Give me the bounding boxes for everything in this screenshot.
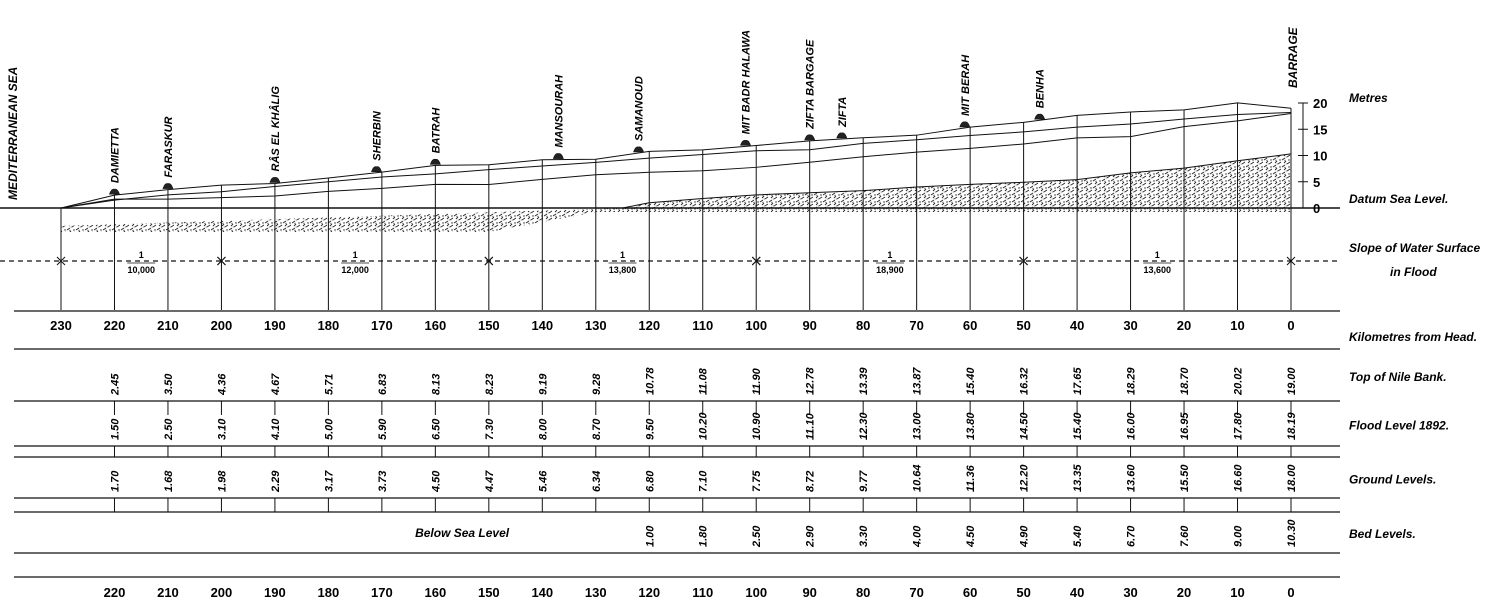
km-value: 200 [210,318,233,333]
slope-numerator: 1 [887,250,893,260]
row-value: 6.83 [376,373,389,395]
slope-numerator: 1 [138,250,144,260]
row-value: 13.00 [911,412,924,440]
bottom-km-value: 170 [371,585,393,600]
km-value: 90 [802,318,817,333]
slope-denominator: 12,000 [341,265,369,275]
bottom-km-value: 60 [962,585,978,600]
slope-numerator: 1 [352,250,358,260]
row-value: 19.00 [1286,367,1298,395]
slope-denominator: 18,900 [876,265,904,275]
bottom-km-value: 30 [1123,585,1138,600]
row-value: 4.67 [269,373,282,395]
km-row-label: Kilometres from Head. [1349,330,1478,344]
row-value: 6.34 [590,470,603,492]
row-value: 4.10 [269,418,282,440]
km-value: 50 [1016,318,1031,333]
km-value: 120 [638,318,661,333]
row-value: 16.95 [1179,412,1192,440]
row-value: 11.90 [751,368,764,395]
place-label: ZIFTA BARGAGE [804,39,817,129]
row-value: 10.90 [751,412,764,440]
metres-tick-label: 0 [1313,201,1321,216]
km-value: 150 [477,318,500,333]
town-mark-icon [837,133,847,138]
km-value: 140 [531,318,554,333]
town-mark-icon [960,122,970,127]
bottom-km-value: 140 [531,585,554,600]
row-value: 2.45 [109,373,122,395]
row-value: 5.71 [323,373,336,395]
place-label: BENHA [1034,69,1047,109]
slope-label-line2: in Flood [1390,265,1437,279]
town-mark-icon [163,183,173,188]
slope-numerator: 1 [1154,250,1160,260]
metres-tick-label: 10 [1313,148,1328,164]
bed-value: 4.50 [965,525,978,547]
bottom-km-value: 210 [157,585,179,600]
row-value: 10.20 [697,412,710,440]
row-value: 11.10 [804,413,817,440]
row-value: 7.75 [751,470,764,492]
bed-value: 2.90 [804,525,817,547]
km-value: 230 [50,318,72,333]
metres-tick-label: 15 [1313,122,1328,138]
row-value: 9.28 [590,373,603,395]
side-labels [1349,192,1480,279]
place-label: MIT BERAH [959,54,972,116]
row-value: 4.47 [483,470,496,492]
bottom-km-value: 180 [317,585,340,600]
slope-section [0,250,1340,275]
row-value: 5.00 [323,418,336,440]
row-value: 3.50 [162,373,175,395]
row-value: 7.30 [483,418,496,440]
sea-label: MEDITERRANEAN SEA [6,66,20,200]
row-value: 13.87 [911,367,924,395]
row-value: 5.46 [537,470,550,492]
km-value: 70 [909,318,924,333]
town-mark-icon [634,147,644,152]
town-mark-icon [430,159,440,164]
row-value: 11.08 [697,368,710,395]
km-value: 220 [103,318,126,333]
metres-unit-label: Metres [1349,91,1388,105]
row-value: 4.50 [430,470,443,492]
bottom-km-value: 130 [584,585,607,600]
row-value: 16.60 [1232,464,1245,492]
datum-label: Datum Sea Level. [1349,192,1449,206]
town-mark-icon [270,177,280,182]
row-value: 3.17 [323,470,336,492]
row-value: 8.70 [590,418,603,440]
row-value: 3.10 [216,418,229,440]
row-value: 18.29 [1125,367,1138,395]
row-value: 18.19 [1286,412,1298,440]
below-sea-level-note: Below Sea Level [415,526,510,540]
row-value: 15.40 [1072,412,1085,440]
bottom-km-value: 160 [424,585,447,600]
place-label: SAMANOUD [633,76,646,141]
row-value: 1.70 [109,470,122,492]
bed-row-label: Bed Levels. [1349,527,1416,541]
place-label: FARASKUR [162,116,175,178]
barrage-label: BARRAGE [1286,27,1300,88]
bed-value: 5.40 [1072,525,1085,547]
row-value: 13.39 [858,367,871,395]
km-value: 170 [371,318,393,333]
km-value: 180 [317,318,340,333]
km-value: 80 [855,318,871,333]
bottom-km-value: 200 [210,585,233,600]
row-value: 2.50 [162,418,175,440]
place-label: ZIFTA [836,96,849,127]
row-value: 7.10 [697,470,710,492]
row-value: 9.77 [858,470,871,492]
row-value: 20.02 [1232,367,1245,395]
riverbed-hatch [61,154,1291,232]
bed-value: 3.30 [858,525,871,547]
row-value: 17.65 [1072,367,1085,395]
row-value: 15.50 [1179,464,1192,492]
row-value: 1.50 [109,418,122,440]
levels-table [14,311,1477,600]
bed-value: 7.60 [1179,525,1192,547]
bed-value: 1.80 [697,525,710,547]
row-label: Top of Nile Bank. [1349,370,1447,384]
row-value: 9.50 [644,418,657,440]
metres-tick-label: 20 [1313,96,1328,111]
bottom-km-value: 20 [1176,585,1192,600]
row-value: 13.60 [1125,464,1138,492]
row-value: 18.00 [1286,464,1298,492]
row-value: 8.72 [804,470,817,492]
km-value: 130 [584,318,607,333]
bottom-km-value: 50 [1016,585,1031,600]
row-value: 2.29 [269,470,282,492]
town-mark-icon [372,167,382,172]
bottom-km-value: 10 [1230,585,1245,600]
bottom-km-value: 90 [802,585,817,600]
place-label: SHERBIN [371,111,384,161]
row-label: Ground Levels. [1349,472,1437,487]
bottom-km-value: 80 [855,585,871,600]
row-value: 8.00 [537,418,550,440]
bed-value: 4.00 [911,525,924,547]
town-mark-icon [109,189,119,194]
row-value: 17.80 [1232,412,1245,440]
bottom-km-value: 150 [477,585,500,600]
bed-value: 6.70 [1125,525,1138,547]
place-label: RÂS EL KHÂLIG [269,86,282,172]
row-value: 1.98 [216,470,229,492]
bed-value: 10.30 [1286,519,1298,547]
riverbed-hatch-area [61,154,1291,232]
row-value: 12.30 [858,412,871,440]
km-value: 210 [157,318,179,333]
place-label: MIT BADR HALAWA [740,29,753,135]
row-value: 11.36 [965,465,978,492]
km-value: 60 [962,318,978,333]
town-mark-icon [553,153,563,158]
km-value: 160 [424,318,447,333]
row-value: 5.90 [376,418,389,440]
row-value: 10.78 [644,367,657,395]
place-label: BATRAH [430,107,443,154]
row-value: 12.20 [1018,464,1031,492]
bottom-km-value: 100 [745,585,768,600]
row-label: Flood Level 1892. [1349,418,1450,433]
bottom-km-value: 70 [909,585,924,600]
row-value: 16.00 [1125,412,1138,440]
row-value: 16.32 [1018,367,1031,395]
bed-value: 1.00 [644,525,657,547]
km-value: 10 [1230,318,1245,333]
row-value: 15.40 [965,367,978,395]
km-value: 30 [1123,318,1138,333]
town-mark-icon [805,135,815,140]
bottom-km-value: 220 [103,585,126,600]
bottom-km-value: 190 [264,585,286,600]
row-value: 14.50 [1018,412,1031,440]
slope-denominator: 13,800 [608,265,637,275]
slope-denominator: 10,000 [127,265,155,275]
row-value: 6.80 [644,470,657,492]
row-value: 8.23 [483,373,496,395]
km-value: 20 [1176,318,1192,333]
place-label: MANSOURAH [553,74,566,148]
town-mark-icon [741,140,751,145]
bed-value: 2.50 [751,525,764,547]
km-value: 110 [692,318,714,333]
slope-denominator: 13,600 [1143,265,1172,275]
metres-tick-label: 5 [1313,174,1321,190]
slope-label-line1: Slope of Water Surface [1349,241,1481,255]
row-value: 18.70 [1179,367,1192,395]
km-value: 190 [264,318,286,333]
slope-numerator: 1 [620,250,626,260]
bottom-km-value: 110 [692,585,714,600]
row-value: 12.78 [804,367,817,395]
bottom-km-value: 120 [638,585,661,600]
row-value: 1.68 [162,470,175,492]
row-value: 13.80 [965,412,978,440]
bed-value: 9.00 [1232,525,1245,547]
row-value: 6.50 [430,418,443,440]
row-value: 13.35 [1072,464,1085,492]
town-mark-icon [1035,114,1045,119]
km-value: 40 [1069,318,1085,333]
row-value: 9.19 [537,373,550,395]
row-value: 8.13 [430,373,443,395]
km-value: 100 [745,318,768,333]
km-value: 0 [1287,318,1295,333]
bottom-km-value: 40 [1069,585,1085,600]
bed-value: 4.90 [1018,525,1031,547]
bottom-km-value: 0 [1287,585,1295,600]
row-value: 4.36 [216,373,229,395]
row-value: 10.64 [911,464,924,492]
place-label: DAMIETTA [109,127,122,184]
row-value: 3.73 [376,470,389,492]
